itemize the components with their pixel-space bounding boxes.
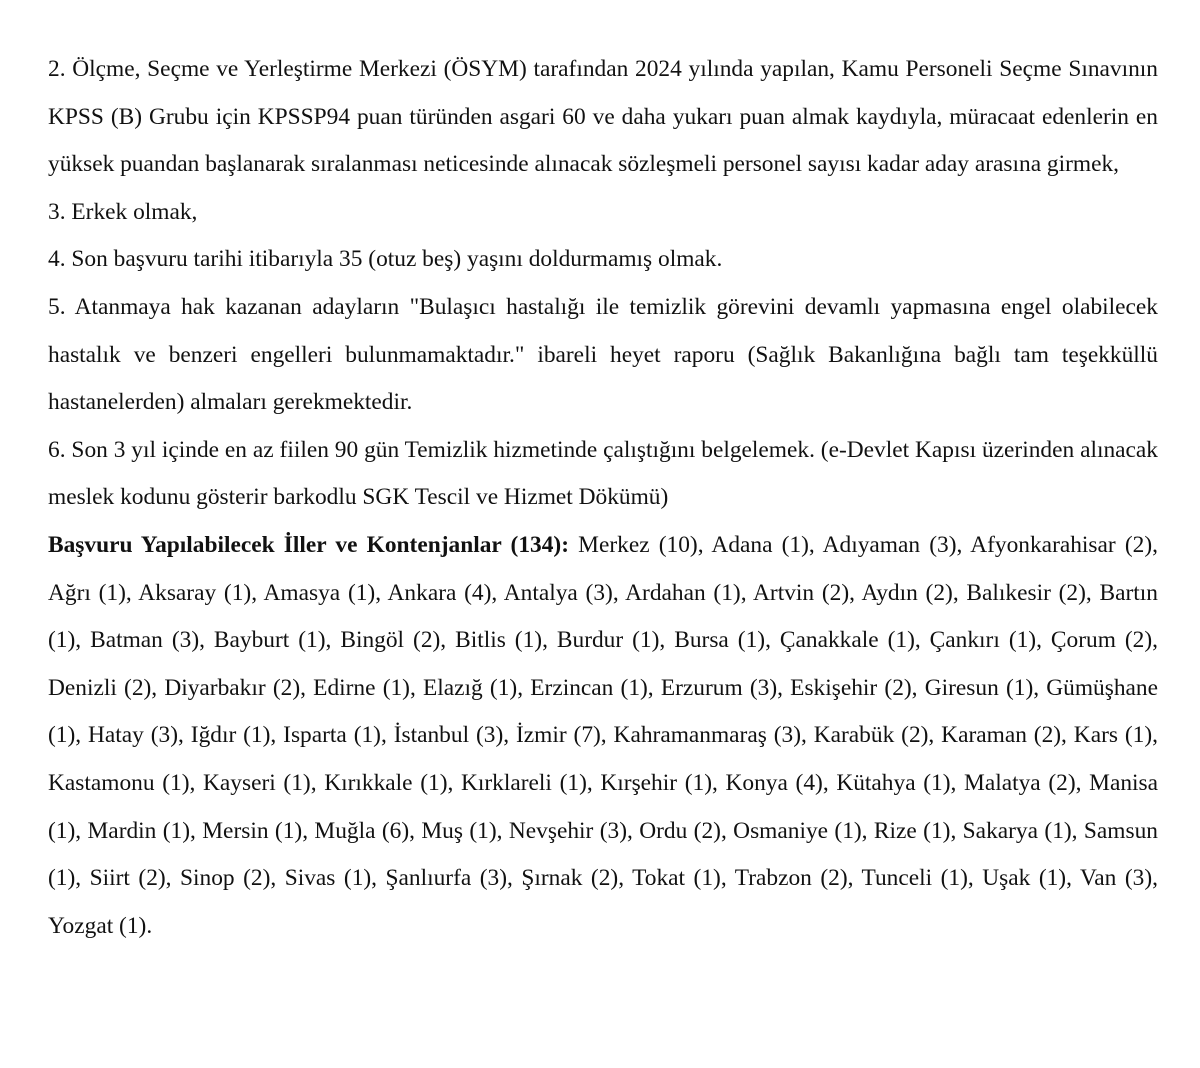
requirement-item-5: 5. Atanmaya hak kazanan adayların "Bulaşıcı hastalığı ile temizlik görevini devamlı yapmasına engel olabilecek hastalık ve benzeri engelleri bulunmamaktadır." ibareli heyet raporu (Sağlık Bakanlığına bağlı tam teşekküllü hastanelerden) almaları gerekmektedir. — [48, 293, 1158, 416]
document-page — [48, 46, 1158, 950]
requirement-item-6: 6. Son 3 yıl içinde en az fiilen 90 gün Temizlik hizmetinde çalıştığını belgelemek. (e-Devlet Kapısı üzerinden alınacak meslek kodunu gösterir barkodlu SGK Tescil ve Hizmet Dökümü) — [48, 436, 1158, 511]
quota-paragraph — [48, 522, 1158, 950]
quota-province-list: Merkez (10), Adana (1), Adıyaman (3), Afyonkarahisar (2), Ağrı (1), Aksaray (1), Amasya (1), Ankara (4), Antalya (3), Ardahan (1), Artvin (2), Aydın (2), Balıkesir (2), Bartın (1), Batman (3), Bayburt (1), Bingöl (2), Bitlis (1), Burdur (1), Bursa (1), Çanakkale (1), Çankırı (1), Çorum (2), Denizli (2), Diyarbakır (2), Edirne (1), Elazığ (1), Erzincan (1), Erzurum (3), Eskişehir (2), Giresun (1), Gümüşhane (1), Hatay (3), Iğdır (1), Isparta (1), İstanbul (3), İzmir (7), Kahramanmaraş (3), Karabük (2), Karaman (2), Kars (1), Kastamonu (1), Kayseri (1), Kırıkkale (1), Kırklareli (1), Kırşehir (1), Konya (4), Kütahya (1), Malatya (2), Manisa (1), Mardin (1), Mersin (1), Muğla (6), Muş (1), Nevşehir (3), Ordu (2), Osmaniye (1), Rize (1), Sakarya (1), Samsun (1), Siirt (2), Sinop (2), Sivas (1), Şanlıurfa (3), Şırnak (2), Tokat (1), Trabzon (2), Tunceli (1), Uşak (1), Van (3), Yozgat (1). — [48, 531, 1158, 939]
requirement-item-4: 4. Son başvuru tarihi itibarıyla 35 (otuz beş) yaşını doldurmamış olmak. — [48, 246, 723, 273]
requirement-item-3: 3. Erkek olmak, — [48, 198, 198, 225]
requirement-item-2: 2. Ölçme, Seçme ve Yerleştirme Merkezi (ÖSYM) tarafından 2024 yılında yapılan, Kamu Personeli Seçme Sınavının KPSS (B) Grubu için KPSSP94 puan türünden asgari 60 ve daha yukarı puan almak kaydıyla, müracaat edenlerin en yüksek puandan başlanarak sıralanması neticesinde alınacak sözleşmeli personel sayısı kadar aday arasına girmek, — [48, 56, 1158, 178]
quota-heading: Başvuru Yapılabilecek İller ve Kontenjanlar (134): — [48, 531, 569, 558]
